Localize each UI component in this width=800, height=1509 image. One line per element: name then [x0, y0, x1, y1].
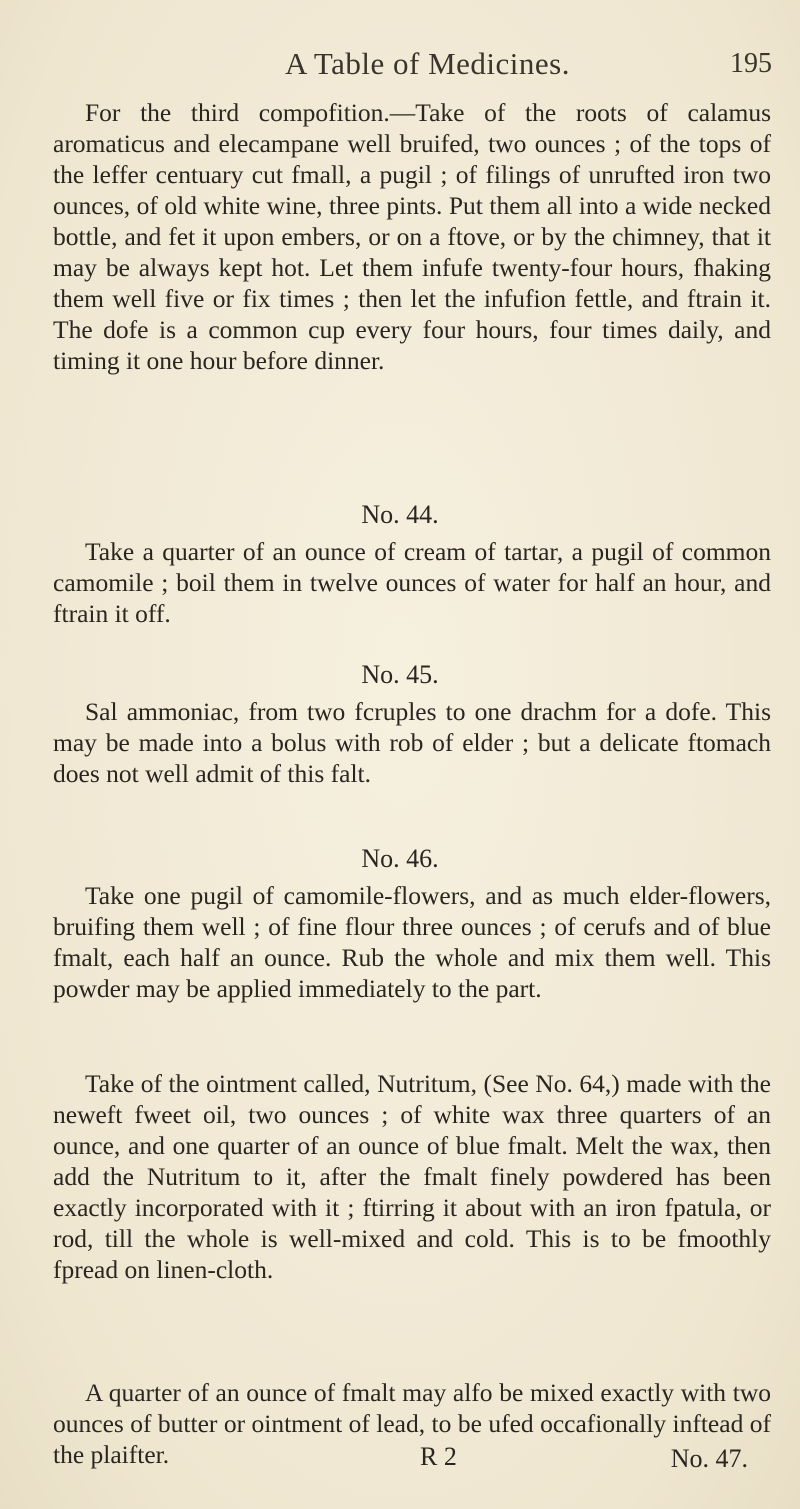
- catchword: No. 47.: [670, 1444, 748, 1473]
- signature-mark: R 2: [420, 1442, 457, 1471]
- running-head-title: A Table of Medicines.: [285, 46, 570, 81]
- no46-paragraph-3: A quarter of an ounce of fmalt may alfo be mixed exactly with two ounces of butter or ointment of lead, to be ufed occafionally inftead of the plaifter.: [53, 1378, 771, 1469]
- page-number: 195: [730, 48, 772, 79]
- no45-paragraph: Sal ammoniac, from two fcruples to one drachm for a dofe. This may be made into a bolus with rob of elder ; but a delicate ftomach does not well admit of this falt.: [53, 697, 771, 788]
- section-heading-no46: No. 46.: [361, 844, 439, 873]
- section-heading-no44: No. 44.: [361, 500, 439, 529]
- no46-paragraph-2: Take of the ointment called, Nutritum, (See No. 64,) made with the neweft fweet oil, two ounces ; of white wax three quarters of an ounce, and one quarter of an ounce of blue fmalt. Melt the wax, then add the Nutritum to it, after the fmalt finely powdered has been exactly incorporated with it ; ftirring it about with an iron fpatula, or rod, till the whole is well-mixed and cold. This is to be fmoothly fpread on linen-cloth.: [53, 1069, 771, 1284]
- no46-paragraph-1: Take one pugil of camomile-flowers, and as much elder-flowers, bruifing them well ; of fine flour three ounces ; of cerufs and of blue fmalt, each half an ounce. Rub the whole and mix them well. This powder may be applied immediately to the part.: [53, 881, 771, 1003]
- intro-paragraph: For the third compofition.—Take of the roots of calamus aromaticus and elecampane well bruifed, two ounces ; of the tops of the leffer centuary cut fmall, a pugil ; of filings of unrufted iron two ounces, of old white wine, three pints. Put them all into a wide necked bottle, and fet it upon embers, or on a ftove, or by the chimney, that it may be always kept hot. Let them infufe twenty-four hours, fhaking them well five or fix times ; then let the infufion fettle, and ftrain it. The dofe is a common cup every four hours, four times daily, and timing it one hour before dinner.: [53, 98, 771, 375]
- no44-paragraph: Take a quarter of an ounce of cream of tartar, a pugil of common camomile ; boil them in twelve ounces of water for half an hour, and ftrain it off.: [53, 537, 771, 628]
- section-heading-no45: No. 45.: [361, 660, 439, 689]
- running-head: [0, 46, 800, 86]
